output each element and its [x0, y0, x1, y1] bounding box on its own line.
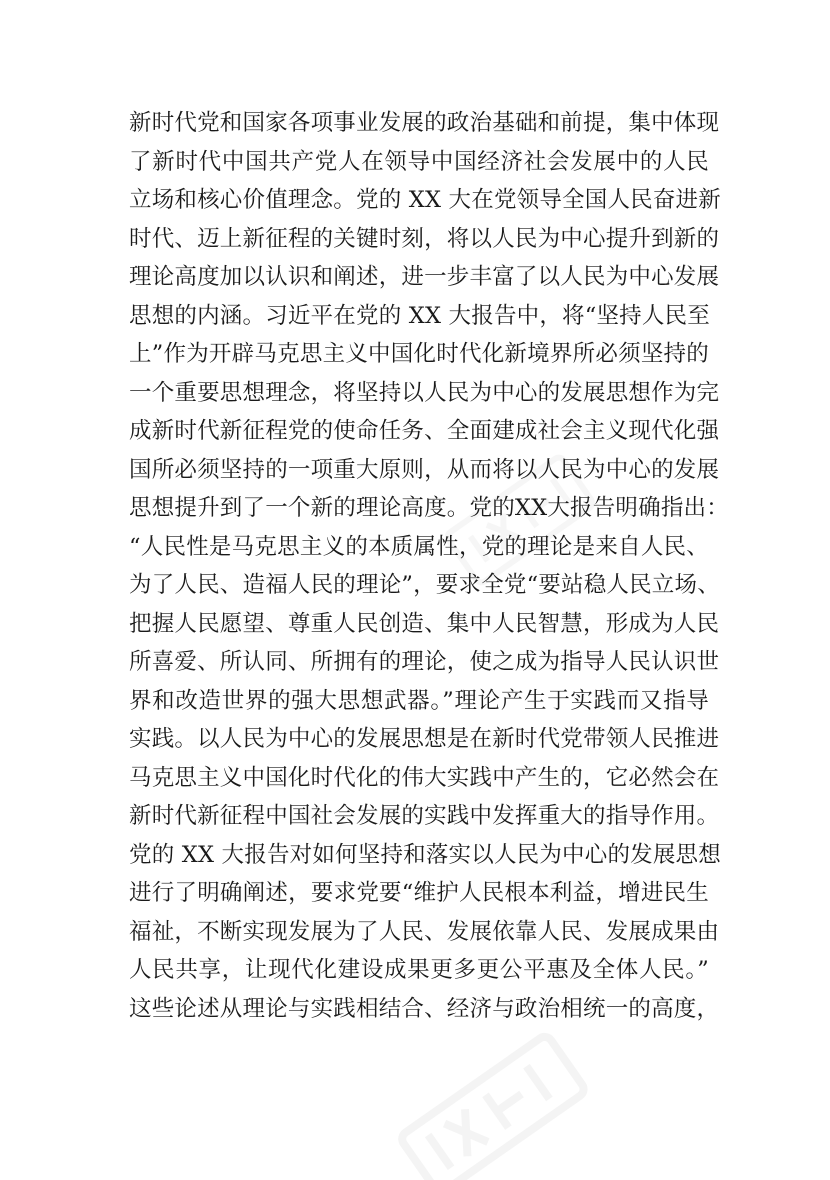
text-line: 福祉，不断实现发展为了人民、发展依靠人民、发展成果由 — [129, 918, 720, 945]
text-line: 为了人民、造福人民的理论”，要求全党“要站稳人民立场、 — [129, 572, 720, 598]
text-line: 把握人民愿望、尊重人民创造、集中人民智慧，形成为人民 — [129, 610, 720, 637]
text-line: 思想的内涵。习近平在党的 XX 大报告中，将“坚持人民至 — [129, 302, 710, 329]
text-line: 了新时代中国共产党人在领导中国经济社会发展中的人民 — [129, 148, 709, 175]
text-line: 人民共享，让现代化建设成果更多更公平惠及全体人民。” — [129, 957, 709, 983]
text-line: 立场和核心价值理念。党的 XX 大在党领导全国人民奋进新 — [129, 187, 721, 213]
text-line: 马克思主义中国化时代化的伟大实践中产生的，它必然会在 — [129, 764, 720, 791]
text-line: 所喜爱、所认同、所拥有的理论，使之成为指导人民认识世 — [129, 649, 720, 675]
text-line: 上”作为开辟马克思主义中国化时代化新境界所必须坚持的 — [129, 341, 709, 367]
stamp-watermark-icon — [360, 1010, 620, 1180]
text-line: 这些论述从理论与实践相结合、经济与政治相统一的高度， — [129, 995, 720, 1022]
text-line: 党的 XX 大报告对如何坚持和落实以人民为中心的发展思想 — [129, 841, 721, 868]
text-line: 界和改造世界的强大思想武器。”理论产生于实践而又指导 — [129, 687, 709, 714]
text-line: 思想提升到了一个新的理论高度。党的XX大报告明确指出： — [129, 495, 729, 521]
text-line: 新时代新征程中国社会发展的实践中发挥重大的指导作用。 — [129, 803, 720, 829]
text-line: “人民性是马克思主义的本质属性，党的理论是来自人民、 — [129, 533, 709, 560]
body-text — [129, 104, 729, 1028]
text-line: 理论高度加以认识和阐述，进一步丰富了以人民为中心发展 — [129, 264, 720, 290]
text-line: 成新时代新征程党的使命任务、全面建成社会主义现代化强 — [129, 418, 720, 444]
text-line: 实践。以人民为中心的发展思想是在新时代党带领人民推进 — [129, 726, 720, 752]
text-line: 进行了明确阐述，要求党要“维护人民根本利益，增进民生 — [129, 880, 709, 906]
text-line: 新时代党和国家各项事业发展的政治基础和前提，集中体现 — [129, 110, 720, 136]
text-line: 一个重要思想理念，将坚持以人民为中心的发展思想作为完 — [129, 379, 720, 406]
text-line: 时代、迈上新征程的关键时刻，将以人民为中心提升到新的 — [129, 225, 720, 252]
text-line: 国所必须坚持的一项重大原则，从而将以人民为中心的发展 — [129, 456, 720, 483]
